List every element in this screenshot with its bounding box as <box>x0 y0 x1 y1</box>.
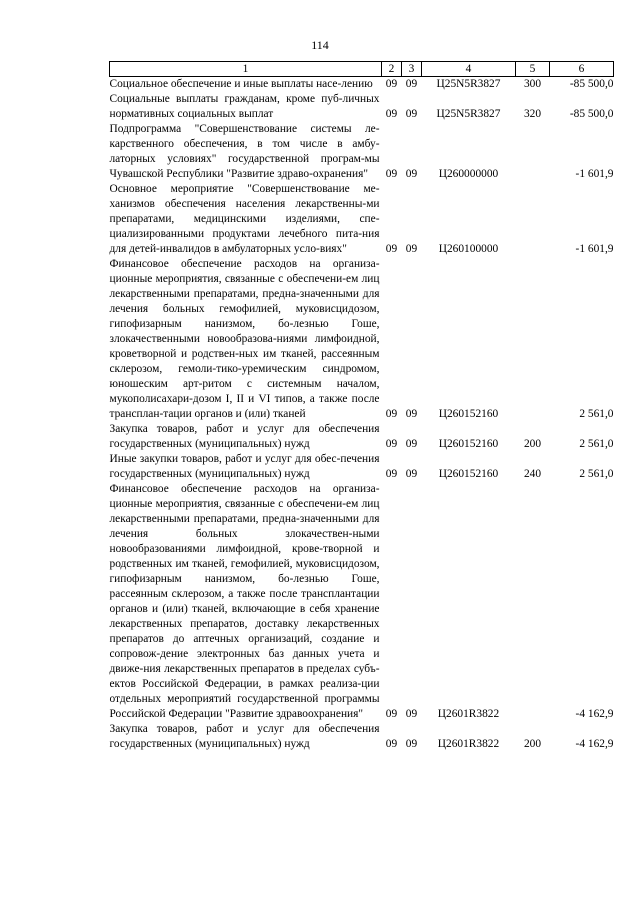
row-expense-type: 200 <box>523 438 542 450</box>
row-amount: 2 561,0 <box>579 438 614 450</box>
table-row <box>110 122 614 182</box>
row-amount: 2 561,0 <box>579 408 614 420</box>
table-row <box>110 722 614 752</box>
row-amount: -1 601,9 <box>575 243 614 255</box>
row-expense-type <box>516 257 550 422</box>
row-section: 09 <box>385 468 398 480</box>
row-subsection: 09 <box>405 168 418 180</box>
row-target-code: Ц2601R3822 <box>437 738 500 750</box>
table-row <box>110 77 614 93</box>
row-subsection: 09 <box>405 708 418 720</box>
row-target-code: Ц25N5R3827 <box>436 78 501 90</box>
row-target-code: Ц25N5R3827 <box>436 108 501 120</box>
row-target-code: Ц260100000 <box>438 243 499 255</box>
table-row <box>110 452 614 482</box>
table-header-row <box>110 62 614 77</box>
row-expense-type: 240 <box>523 468 542 480</box>
row-amount: -85 500,0 <box>569 108 614 120</box>
row-expense-type: 300 <box>523 78 542 90</box>
row-subsection: 09 <box>405 108 418 120</box>
column-header-3: 3 <box>402 62 422 77</box>
row-expense-type: 320 <box>523 108 542 120</box>
row-target-code: Ц260152160 <box>438 438 499 450</box>
column-header-6: 6 <box>550 62 614 77</box>
row-subsection: 09 <box>405 408 418 420</box>
row-section: 09 <box>385 738 398 750</box>
page-number: 114 <box>311 38 329 52</box>
row-section: 09 <box>385 438 398 450</box>
column-header-5: 5 <box>516 62 550 77</box>
row-section: 09 <box>385 108 398 120</box>
row-section: 09 <box>385 168 398 180</box>
row-name: Социальное обеспечение и иные выплаты насе-лению <box>109 78 373 90</box>
row-name: Социальные выплаты гражданам, кроме пуб-личных нормативных социальных выплат <box>109 93 380 120</box>
row-subsection: 09 <box>405 468 418 480</box>
row-amount: -4 162,9 <box>575 738 614 750</box>
row-amount: -1 601,9 <box>575 168 614 180</box>
row-target-code: Ц260152160 <box>438 408 499 420</box>
row-amount: -4 162,9 <box>575 708 614 720</box>
row-name: Закупка товаров, работ и услуг для обеспечения государственных (муниципальных) нужд <box>109 723 380 750</box>
row-name: Закупка товаров, работ и услуг для обеспечения государственных (муниципальных) нужд <box>109 423 380 450</box>
row-name: Основное мероприятие "Совершенствование ме-ханизмов обеспечения населения лекарственны-ми препаратами, медицинскими изделиями, спе-циализированными продуктами лечебного пита-ния для детей-инвалидов в амбулаторных усло-виях" <box>109 183 380 255</box>
table-row <box>110 257 614 422</box>
row-expense-type <box>516 122 550 182</box>
row-name: Подпрограмма "Совершенствование системы ле-карственного обеспечения, в том числе в амбу-латорных условиях" государственной програм-мы Чувашской Республики "Развитие здраво-охранения" <box>109 123 380 180</box>
column-header-4: 4 <box>422 62 516 77</box>
row-expense-type <box>516 482 550 722</box>
row-section: 09 <box>385 708 398 720</box>
row-expense-type <box>516 182 550 257</box>
row-subsection: 09 <box>405 738 418 750</box>
row-subsection: 09 <box>405 438 418 450</box>
row-target-code: Ц260000000 <box>438 168 499 180</box>
column-header-1: 1 <box>110 62 382 77</box>
row-subsection: 09 <box>405 243 418 255</box>
row-subsection: 09 <box>405 78 418 90</box>
row-amount: -85 500,0 <box>569 78 614 90</box>
row-expense-type: 200 <box>523 738 542 750</box>
column-header-2: 2 <box>382 62 402 77</box>
row-name: Иные закупки товаров, работ и услуг для обес-печения государственных (муниципальных) нужд <box>109 453 380 480</box>
table-row <box>110 182 614 257</box>
row-section: 09 <box>385 78 398 90</box>
row-amount: 2 561,0 <box>579 468 614 480</box>
row-section: 09 <box>385 408 398 420</box>
row-name: Финансовое обеспечение расходов на организа-ционные мероприятия, связанные с обеспечени-ем лиц лекарственными препаратами, предна-значенными для лечения больных гемофилией, муковисцидозом, гипофизарным нанизмом, бо-лезнью Гоше, злокачественными новообразова-ниями лимфоидной, кроветворной и родствен-ных им тканей, рассеянным склерозом, гемоли-тико-уремическим синдромом, юношеским арт-ритом с системным началом, мукополисахари-дозом I, II и VI типов, а также после трансплан-тации органов и (или) тканей <box>109 258 380 420</box>
row-target-code: Ц260152160 <box>438 468 499 480</box>
row-name: Финансовое обеспечение расходов на организа-ционные мероприятия, связанные с обеспечени-ем лиц лекарственными препаратами, предна-значенными для лечения больных злокачествен-ными новообразованиями лимфоидной, крове-творной и родственных им тканей, гемофилией, муковисцидозом, гипофизарным нанизмом, бо-лезнью Гоше, рассеянным склерозом, а также после трансплантации органов и (или) тканей, включающие в себя хранение лекарственных препаратов, доставку лекарственных препаратов до аптечных организаций, создание и сопровож-дение электронных баз данных учета и движе-ния лекарственных препаратов в пределах субъ-ектов Российской Федерации, в рамках реализа-ции отдельных мероприятий государственной программы Российской Федерации "Развитие здравоохранения" <box>109 483 380 720</box>
table-row <box>110 92 614 122</box>
table-row <box>110 422 614 452</box>
row-section: 09 <box>385 243 398 255</box>
row-target-code: Ц2601R3822 <box>437 708 500 720</box>
table-row <box>110 482 614 722</box>
budget-table <box>109 61 614 752</box>
